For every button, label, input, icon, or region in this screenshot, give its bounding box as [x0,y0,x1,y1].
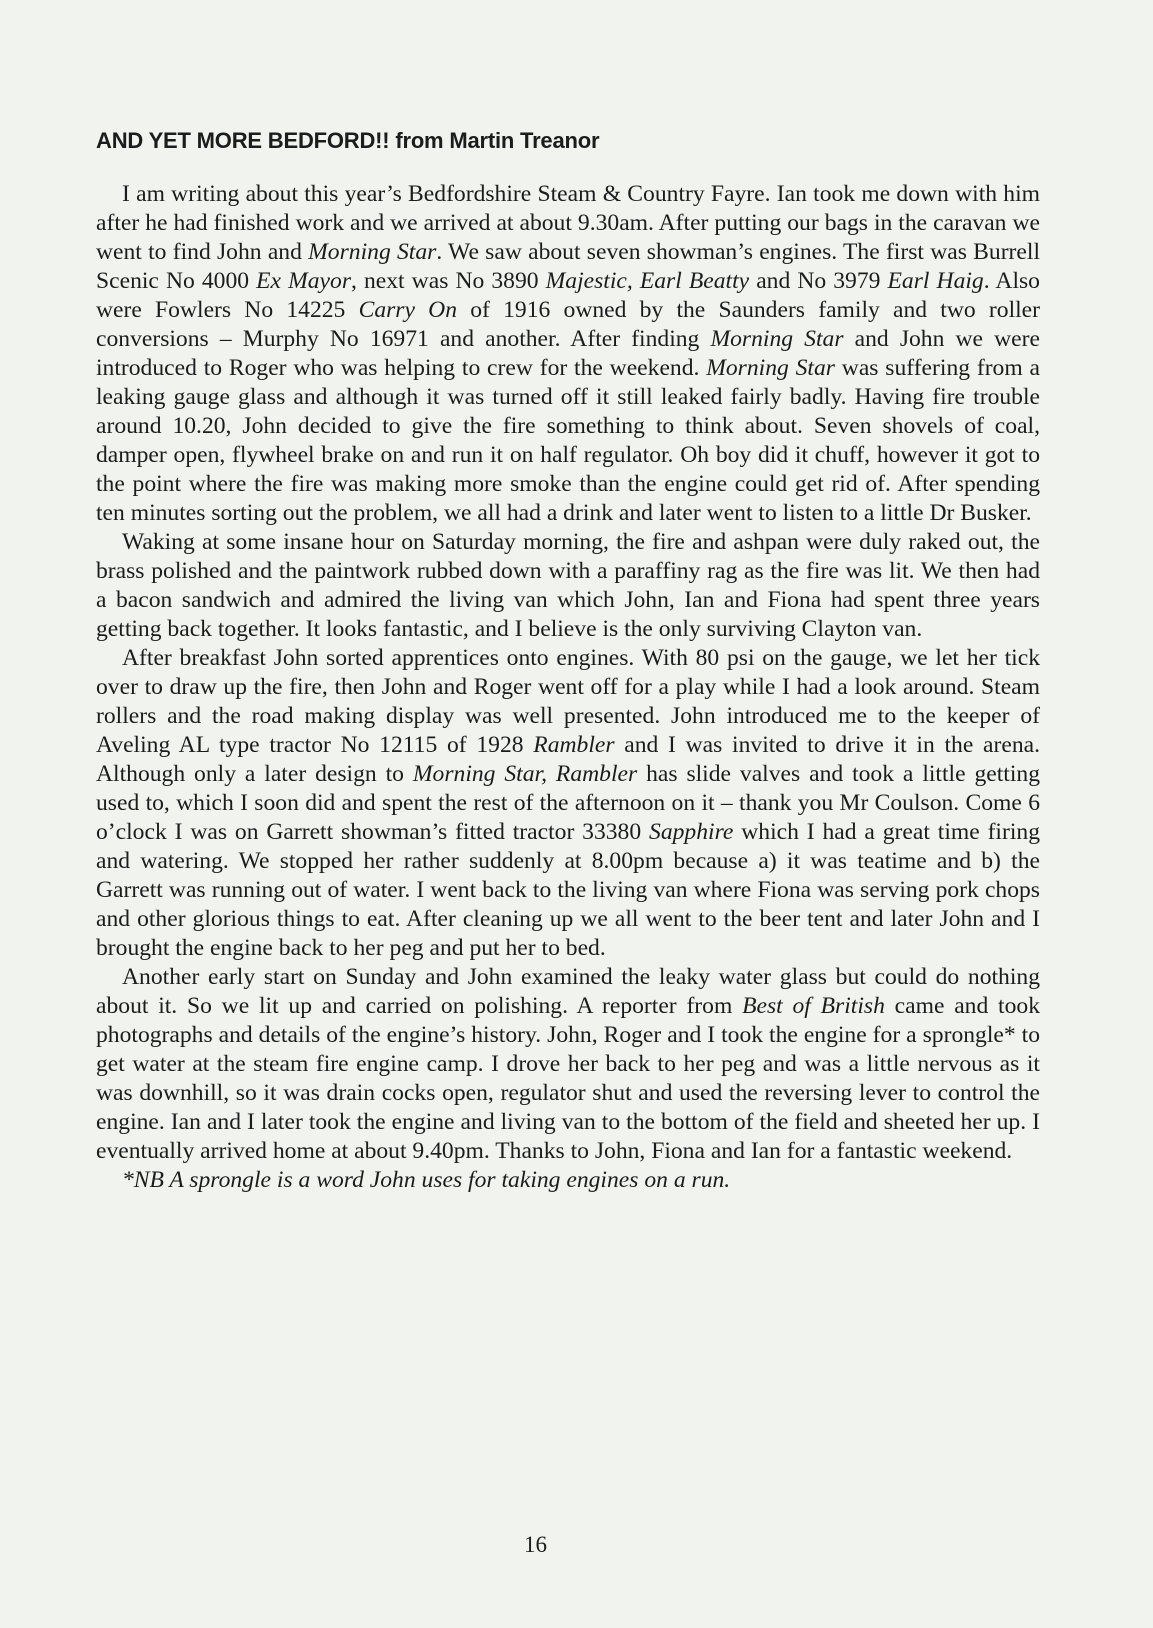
engine-name: Ex Mayor [256,268,352,294]
text-run: of 1916 owned by the Saunders family and two roller conversions – Murphy No 16971 and another. After finding [96,297,1041,352]
engine-name: Earl Haig [887,268,984,294]
publication-name: Best of British [742,993,885,1019]
article-title: AND YET MORE BEDFORD!! from Martin Treanor [96,128,600,153]
text-run: which I had a great time firing and watering. We stopped her rather suddenly at 8.00pm because a) it was teatime and b) the Garrett was running out of water. I went back to the living van where Fiona was serving pork chops and other glorious things to eat. After cleaning up we all went to the beer tent and later John and I brought the engine back to her peg and put her to bed. [96,819,1040,961]
text-run: and I was invited to drive it in the arena. Although only a later design to [96,732,1040,787]
paragraph-4 [96,963,1040,1166]
engine-name: Morning Star [308,239,437,265]
text-run: After breakfast John sorted apprentices onto engines. With 80 psi on the gauge, we let her tick over to draw up the fire, then John and Roger went off for a play while I had a look around. Steam rollers and the road making display was well presented. John introduced me to the keeper of Aveling AL type tractor No 12115 of 1928 [96,645,1040,758]
engine-name: Majestic, Earl Beatty [545,268,750,294]
text-run: and John we were introduced to Roger who was helping to crew for the weekend. [96,326,1040,381]
article [96,128,1040,1195]
paragraph-3 [96,644,1040,963]
paragraph-2: Waking at some insane hour on Saturday morning, the fire and ashpan were duly raked out, the brass polished and the paintwork rubbed down with a paraffiny rag as the fire was lit. We then had a bacon sandwich and admired the living van which John, Ian and Fiona had spent three years getting back together. It looks fantastic, and I believe is the only surviving Clayton van. [96,529,1040,642]
text-run: . Also were Fowlers No 14225 [96,268,1040,323]
text-run: and No 3979 [749,268,888,294]
page-number: 16 [524,1532,547,1557]
text-run: . We saw about seven showman’s engines. The first was Burrell Scenic No 4000 [96,239,1040,294]
footnote: *NB A sprongle is a word John uses for taking engines on a run. [122,1167,731,1193]
text-run: came and took photographs and details of the engine’s history. John, Roger and I took the engine for a sprongle* to get water at the steam fire engine camp. I drove her back to her peg and was a little nervous as it was downhill, so it was drain cocks open, regulator shut and used the reversing lever to control the engine. Ian and I later took the engine and living van to the bottom of the field and sheeted her up. I eventually arrived home at about 9.40pm. Thanks to John, Fiona and Ian for a fantastic weekend. [96,993,1040,1164]
text-run: has slide valves and took a little getting used to, which I soon did and spent the rest of the afternoon on it – thank you Mr Coulson. Come 6 o’clock I was on Garrett showman’s fitted tractor 33380 [96,761,1041,845]
text-run: Another early start on Sunday and John examined the leaky water glass but could do nothing about it. So we lit up and carried on polishing. A reporter from [96,964,1040,1019]
text-run: , next was No 3890 [351,268,546,294]
engine-name: Morning Star [706,355,835,381]
article-body [96,180,1040,1166]
text-run: I am writing about this year’s Bedfordshire Steam & Country Fayre. Ian took me down with him after he had finished work and we arrived at about 9.30am. After putting our bags in the caravan we went to find John and [96,181,1040,265]
text-run: was suffering from a leaking gauge glass and although it was turned off it still leaked fairly badly. Having fire trouble around 10.20, John decided to give the fire something to think about. Seven shovels of coal, damper open, flywheel brake on and run it on half regulator. Oh boy did it chuff, however it got to the point where the fire was making more smoke than the engine could get rid of. After spending ten minutes sorting out the problem, we all had a drink and later went to listen to a little Dr Busker. [96,355,1040,526]
engine-name: Morning Star, Rambler [412,761,638,787]
engine-name: Morning Star [710,326,844,352]
paragraph-1 [96,180,1040,528]
engine-name: Sapphire [649,819,734,845]
engine-name: Carry On [358,297,458,323]
engine-name: Rambler [533,732,615,758]
